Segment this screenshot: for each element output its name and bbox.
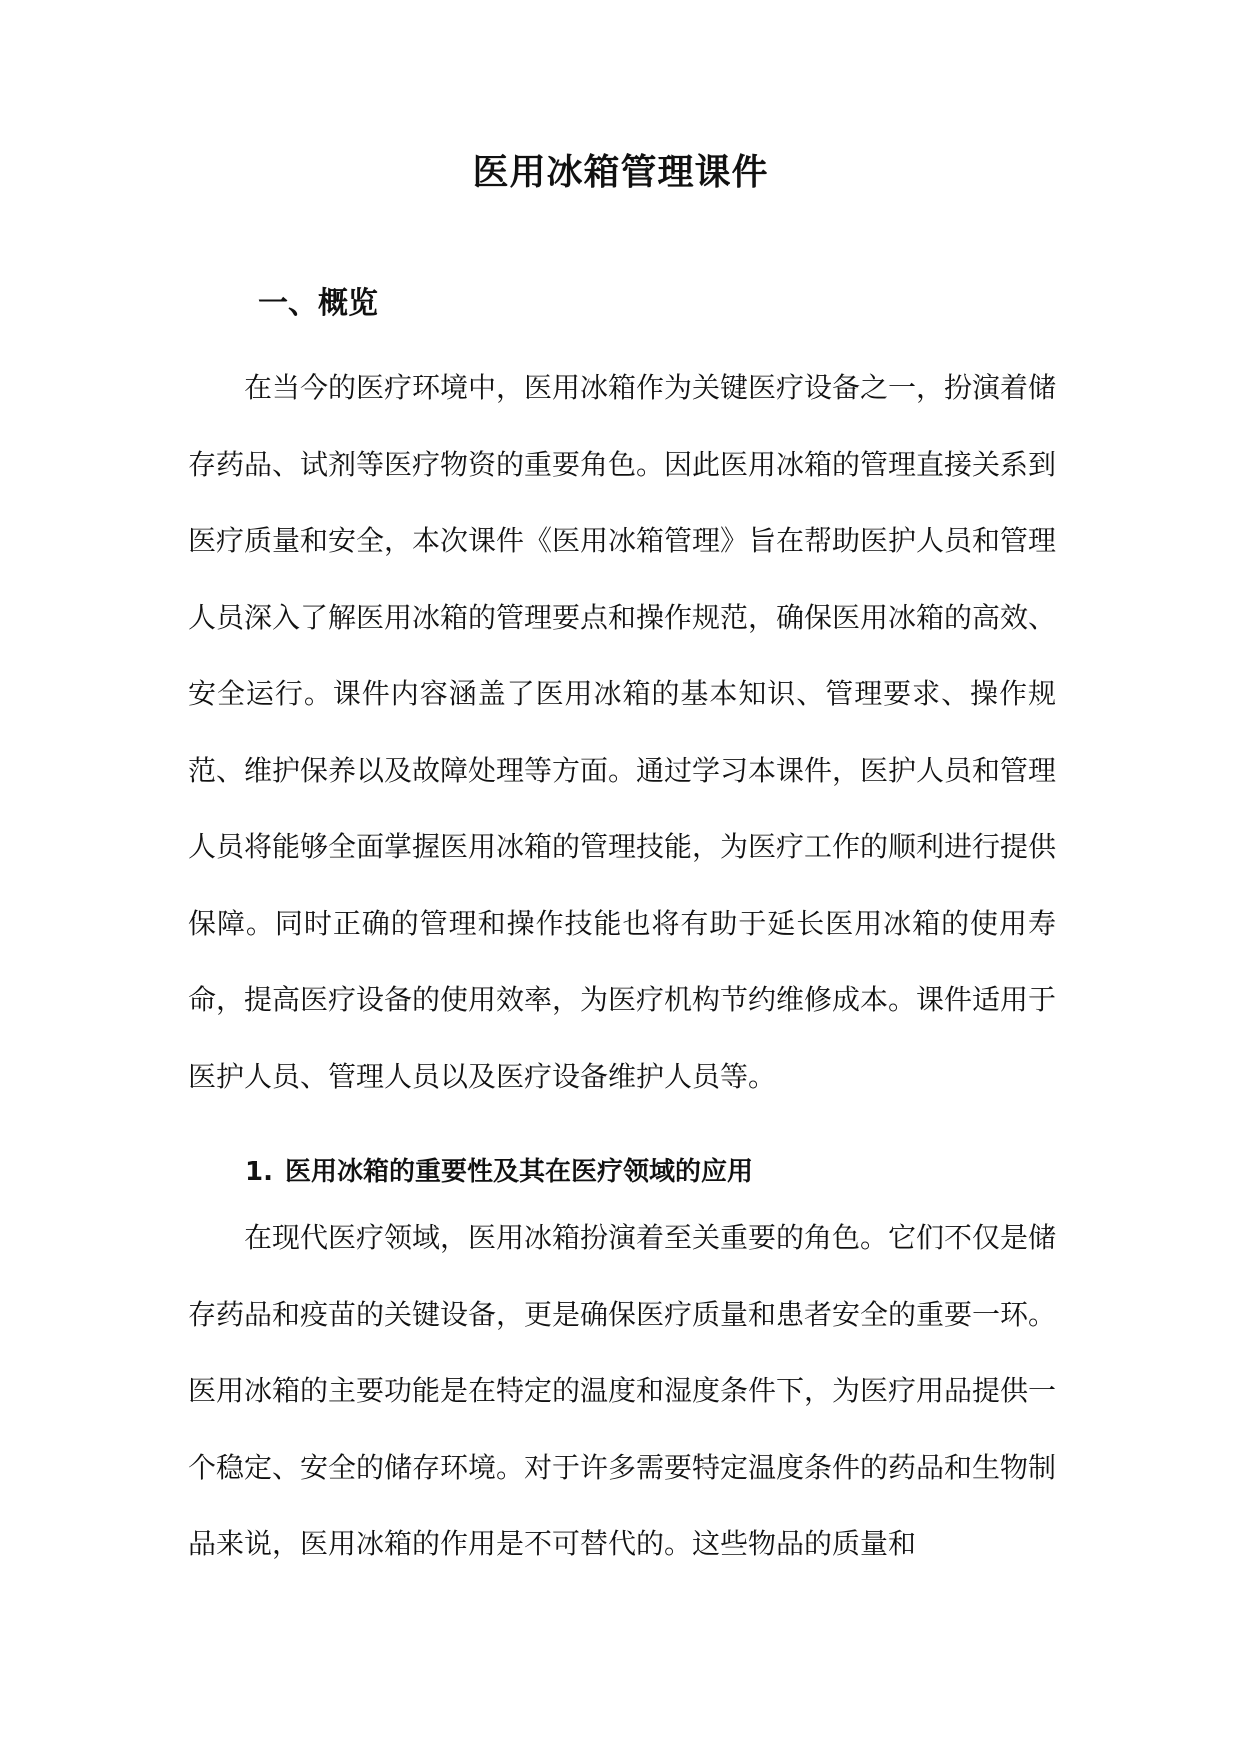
- subsection-number: 1.: [245, 1157, 273, 1187]
- overview-paragraph: 在当今的医疗环境中，医用冰箱作为关键医疗设备之一，扮演着储存药品、试剂等医疗物资的重要角色。因此医用冰箱的管理直接关系到医疗质量和安全，本次课件《医用冰箱管理》旨在帮助医护人员和管理人员深入了解医用冰箱的管理要点和操作规范，确保医用冰箱的高效、安全运行。课件内容涵盖了医用冰箱的基本知识、管理要求、操作规范、维护保养以及故障处理等方面。通过学习本课件，医护人员和管理人员将能够全面掌握医用冰箱的管理技能，为医疗工作的顺利进行提供保障。同时正确的管理和操作技能也将有助于延长医用冰箱的使用寿命，提高医疗设备的使用效率，为医疗机构节约维修成本。课件适用于医护人员、管理人员以及医疗设备维护人员等。: [188, 371, 1057, 1093]
- importance-paragraph: 在现代医疗领域，医用冰箱扮演着至关重要的角色。它们不仅是储存药品和疫苗的关键设备，更是确保医疗质量和患者安全的重要一环。医用冰箱的主要功能是在特定的温度和湿度条件下，为医疗用品提供一个稳定、安全的储存环境。对于许多需要特定温度条件的药品和生物制品来说，医用冰箱的作用是不可替代的。这些物品的质量和: [188, 1221, 1057, 1560]
- subsection-heading-text: 医用冰箱的重要性及其在医疗领域的应用: [285, 1157, 754, 1187]
- subsection-heading: [245, 1152, 753, 1192]
- document-title: 医用冰箱管理课件: [472, 152, 769, 193]
- section-heading-overview: 一、概览: [258, 286, 378, 321]
